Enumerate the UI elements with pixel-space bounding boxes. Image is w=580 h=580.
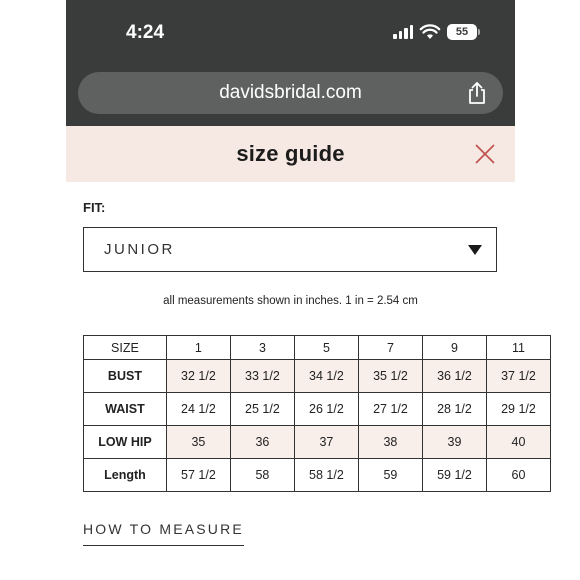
table-cell: 36 1/2 <box>422 360 486 393</box>
table-cell: 24 1/2 <box>166 393 230 426</box>
table-cell: 39 <box>422 426 486 459</box>
row-label: BUST <box>84 360 167 393</box>
table-cell: 57 1/2 <box>166 459 230 492</box>
address-bar[interactable] <box>78 72 503 114</box>
size-header-cell: 9 <box>422 336 486 360</box>
table-cell: 27 1/2 <box>358 393 422 426</box>
page-title: size guide <box>236 141 345 166</box>
table-cell: 60 <box>486 459 550 492</box>
cellular-signal-icon <box>393 25 413 39</box>
fit-selected-value: JUNIOR <box>104 241 175 258</box>
table-row <box>84 360 551 393</box>
measurement-note: all measurements shown in inches. 1 in = 2.54 cm <box>163 295 418 307</box>
fit-dropdown[interactable] <box>83 227 497 272</box>
status-time: 4:24 <box>126 22 165 43</box>
size-header-label: SIZE <box>84 336 167 360</box>
size-header-cell: 5 <box>294 336 358 360</box>
table-cell: 35 <box>166 426 230 459</box>
table-cell: 58 1/2 <box>294 459 358 492</box>
size-header-cell: 7 <box>358 336 422 360</box>
table-cell: 59 1/2 <box>422 459 486 492</box>
table-row <box>84 459 551 492</box>
table-cell: 34 1/2 <box>294 360 358 393</box>
size-header-cell: 11 <box>486 336 550 360</box>
fit-label: FIT: <box>83 200 106 215</box>
size-table <box>83 335 551 492</box>
url-text: davidsbridal.com <box>219 82 362 103</box>
table-row <box>84 426 551 459</box>
wifi-icon <box>420 25 440 40</box>
battery-icon: 55 <box>447 24 477 40</box>
table-cell: 33 1/2 <box>230 360 294 393</box>
table-cell: 40 <box>486 426 550 459</box>
size-guide-header <box>66 126 515 182</box>
table-cell: 28 1/2 <box>422 393 486 426</box>
table-cell: 29 1/2 <box>486 393 550 426</box>
caret-down-icon <box>468 245 482 255</box>
table-cell: 26 1/2 <box>294 393 358 426</box>
size-table-scroll[interactable] <box>83 335 536 503</box>
table-cell: 37 1/2 <box>486 360 550 393</box>
table-cell: 58 <box>230 459 294 492</box>
row-label: WAIST <box>84 393 167 426</box>
table-cell: 38 <box>358 426 422 459</box>
size-header-cell: 1 <box>166 336 230 360</box>
table-cell: 37 <box>294 426 358 459</box>
status-icons <box>393 24 477 40</box>
table-cell: 36 <box>230 426 294 459</box>
table-row <box>84 393 551 426</box>
table-cell: 25 1/2 <box>230 393 294 426</box>
phone-screen <box>66 0 536 580</box>
row-label: LOW HIP <box>84 426 167 459</box>
table-header-row <box>84 336 551 360</box>
row-label: Length <box>84 459 167 492</box>
table-cell: 59 <box>358 459 422 492</box>
table-cell: 35 1/2 <box>358 360 422 393</box>
share-icon[interactable] <box>465 81 489 105</box>
table-cell: 32 1/2 <box>166 360 230 393</box>
how-to-measure-link[interactable]: HOW TO MEASURE <box>83 521 244 546</box>
close-icon[interactable] <box>473 142 497 166</box>
browser-chrome <box>66 0 515 126</box>
size-header-cell: 3 <box>230 336 294 360</box>
